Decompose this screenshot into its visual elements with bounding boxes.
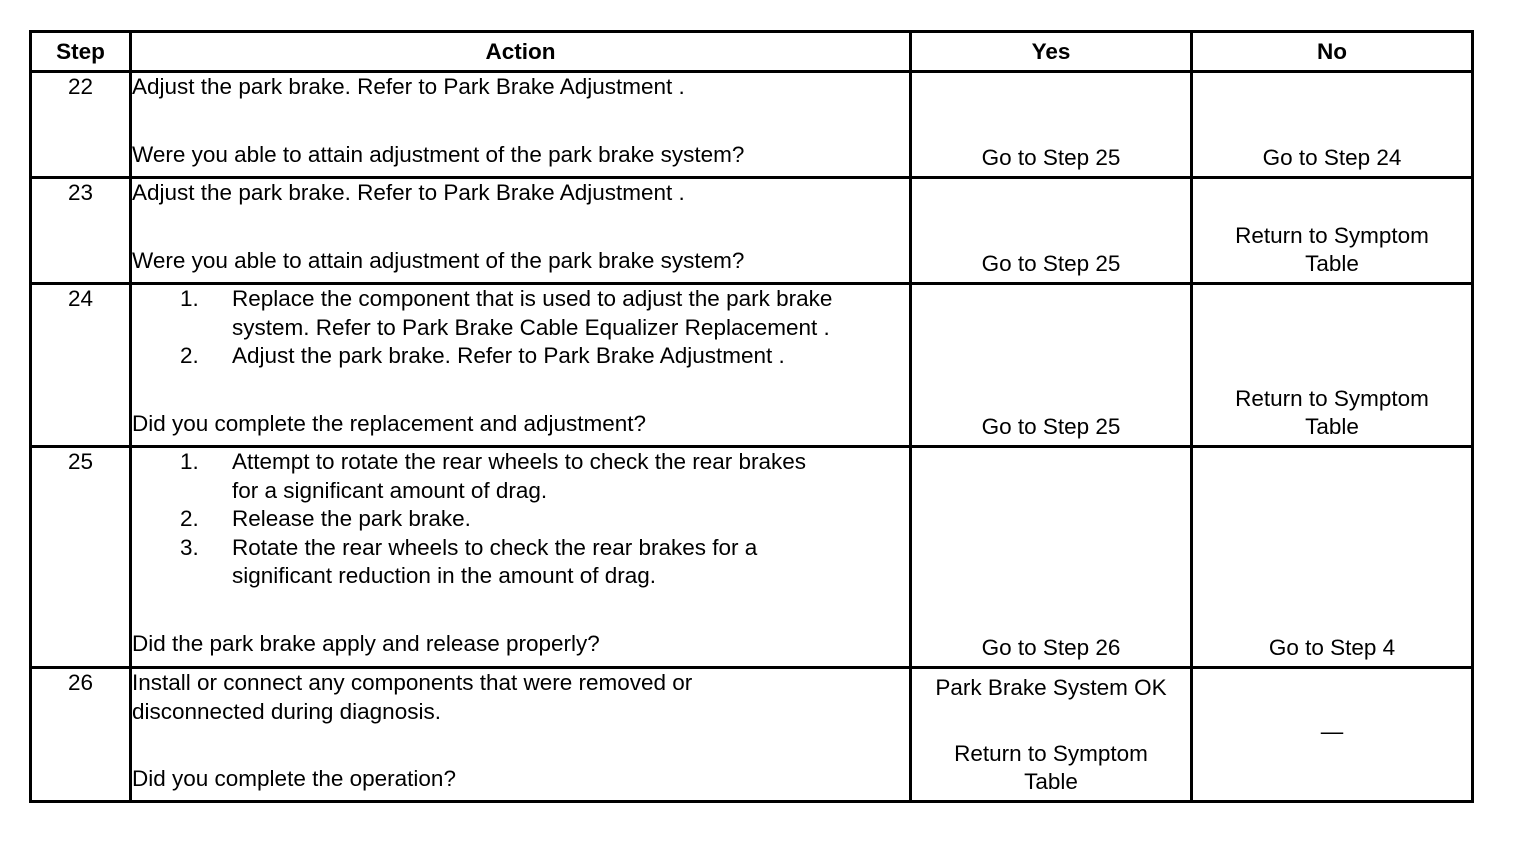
no-link[interactable]: Go to Step 24 <box>1262 145 1402 171</box>
yes-cell <box>911 72 1192 178</box>
action-text: Install or connect any components that were removed or <box>132 670 693 695</box>
action-question: Were you able to attain adjustment of the park brake system? <box>132 141 745 167</box>
header-step: Step <box>31 32 131 72</box>
yes-link-line: Table <box>1024 769 1078 795</box>
action-question: Did you complete the operation? <box>132 766 456 792</box>
no-link-line: Table <box>1305 414 1359 440</box>
list-text <box>232 534 909 591</box>
action-cell <box>131 668 911 802</box>
yes-cell <box>911 668 1192 802</box>
yes-link[interactable] <box>912 740 1190 797</box>
action-text: disconnected during diagnosis. <box>132 698 441 724</box>
yes-link-line: Return to Symptom <box>954 740 1148 766</box>
step-number: 26 <box>31 668 131 802</box>
action-text: Adjust the park brake. Refer to Park Brake Adjustment . <box>132 180 685 205</box>
yes-cell <box>911 284 1192 447</box>
list-number: 1. <box>180 449 199 474</box>
no-link[interactable] <box>1193 385 1471 442</box>
action-cell <box>131 72 911 178</box>
no-link-line: Return to Symptom <box>1235 222 1429 248</box>
header-no: No <box>1192 32 1473 72</box>
list-text-line: significant reduction in the amount of drag. <box>232 563 657 589</box>
list-item <box>132 342 909 371</box>
no-link[interactable] <box>1193 222 1471 279</box>
yes-cell <box>911 447 1192 668</box>
list-text <box>232 285 909 342</box>
table-row <box>31 72 1473 178</box>
list-item <box>132 448 909 505</box>
action-steps-list <box>132 285 909 371</box>
action-question: Did the park brake apply and release properly? <box>132 630 600 656</box>
yes-link[interactable]: Go to Step 25 <box>981 414 1121 440</box>
list-text-line: Adjust the park brake. Refer to Park Brake Adjustment . <box>232 343 785 369</box>
no-cell <box>1192 447 1473 668</box>
list-text-line: system. Refer to Park Brake Cable Equalizer Replacement . <box>232 314 830 340</box>
action-text: Adjust the park brake. Refer to Park Brake Adjustment . <box>132 74 685 99</box>
list-number: 1. <box>180 286 199 311</box>
no-cell <box>1192 178 1473 284</box>
list-text-line: Release the park brake. <box>232 506 471 532</box>
yes-link[interactable]: Go to Step 25 <box>981 251 1121 277</box>
list-text-line: Attempt to rotate the rear wheels to check the rear brakes <box>232 449 807 474</box>
yes-link[interactable]: Go to Step 26 <box>981 635 1121 661</box>
yes-status: Park Brake System OK <box>935 675 1167 700</box>
step-number: 25 <box>31 447 131 668</box>
no-dash: — <box>1320 718 1344 744</box>
list-text <box>232 505 909 534</box>
list-text <box>232 448 909 505</box>
list-text-line: Replace the component that is used to adjust the park brake <box>232 286 833 311</box>
action-cell <box>131 178 911 284</box>
header-row <box>31 32 1473 72</box>
yes-cell <box>911 178 1192 284</box>
list-number: 2. <box>180 506 199 532</box>
no-link-line: Table <box>1305 251 1359 277</box>
action-question: Did you complete the replacement and adjustment? <box>132 410 647 436</box>
list-number: 2. <box>180 343 199 369</box>
no-link[interactable]: Go to Step 4 <box>1268 635 1396 661</box>
no-cell <box>1192 284 1473 447</box>
list-text <box>232 342 909 371</box>
action-cell <box>131 447 911 668</box>
no-link-line: Return to Symptom <box>1235 385 1429 411</box>
header-action: Action <box>131 32 911 72</box>
list-item <box>132 505 909 534</box>
yes-link[interactable]: Go to Step 25 <box>981 145 1121 171</box>
table-row <box>31 178 1473 284</box>
table-row <box>31 447 1473 668</box>
no-cell <box>1192 72 1473 178</box>
diagnostic-table <box>29 30 1474 803</box>
no-cell <box>1192 668 1473 802</box>
action-steps-list <box>132 448 909 591</box>
list-item <box>132 285 909 342</box>
table-row <box>31 284 1473 447</box>
action-question: Were you able to attain adjustment of the park brake system? <box>132 247 745 273</box>
list-text-line: for a significant amount of drag. <box>232 477 548 503</box>
list-text-line: Rotate the rear wheels to check the rear brakes for a <box>232 534 758 560</box>
action-cell <box>131 284 911 447</box>
header-yes: Yes <box>911 32 1192 72</box>
step-number: 24 <box>31 284 131 447</box>
step-number: 22 <box>31 72 131 178</box>
table-row <box>31 668 1473 802</box>
list-item <box>132 534 909 591</box>
step-number: 23 <box>31 178 131 284</box>
list-number: 3. <box>180 534 199 560</box>
